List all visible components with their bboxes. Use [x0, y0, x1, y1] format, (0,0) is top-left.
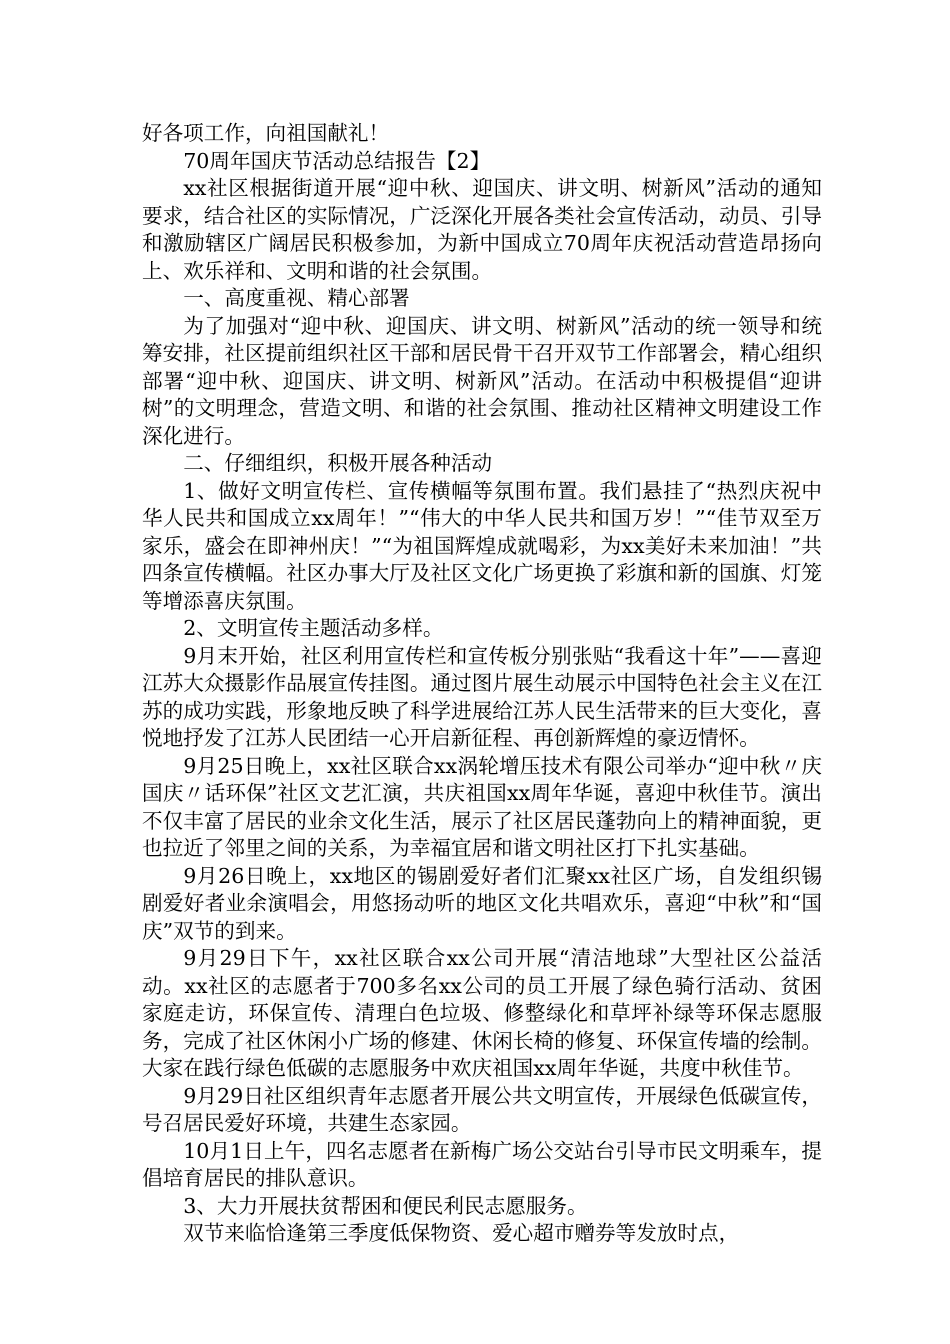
document-body — [142, 120, 822, 1248]
section-heading: 二、仔细组织，积极开展各种活动 — [183, 451, 493, 475]
paragraph: 10月1日上午，四名志愿者在新梅广场公交站台引导市民文明乘车，提倡培育居民的排队意识。 — [142, 1138, 822, 1190]
paragraph: 双节来临恰逢第三季度低保物资、爱心超市赠券等发放时点， — [183, 1221, 740, 1245]
sub-heading: 3、大力开展扶贫帮困和便民利民志愿服务。 — [183, 1193, 588, 1218]
paragraph: 9月29日下午，xx社区联合xx公司开展“清洁地球”大型社区公益活动。xx社区的志愿者于700多名xx公司的员工开展了绿色骑行活动、贫困家庭走访，环保宣传、清理白色垃圾、修整绿化和草坪补绿等环保志愿服务，完成了社区休闲小广场的修建、休闲长椅的修复、环保宣传墙的绘制。大家在践行绿色低碳的志愿服务中欢庆祖国xx周年华诞，共度中秋佳节。 — [142, 946, 822, 1080]
paragraph: 9月26日晚上，xx地区的锡剧爱好者们汇聚xx社区广场，自发组织锡剧爱好者业余演唱会，用悠扬动听的地区文化共唱欢乐，喜迎“中秋”和“国庆”双节的到来。 — [142, 863, 822, 943]
paragraph: 1、做好文明宣传栏、宣传横幅等氛围布置。我们悬挂了“热烈庆祝中华人民共和国成立xx周年！”“伟大的中华人民共和国万岁！”“佳节双至万家乐，盛会在即神州庆！”“为祖国辉煌成就喝彩，为xx美好未来加油！”共四条宣传横幅。社区办事大厅及社区文化广场更换了彩旗和新的国旗、灯笼等增添喜庆氛围。 — [142, 478, 822, 613]
section-heading: 一、高度重视、精心部署 — [183, 286, 410, 310]
paragraph: 为了加强对“迎中秋、迎国庆、讲文明、树新风”活动的统一领导和统筹安排，社区提前组织社区干部和居民骨干召开双节工作部署会，精心组织部署“迎中秋、迎国庆、讲文明、树新风”活动。在活动中积极提倡“迎讲树”的文明理念，营造文明、和谐的社会氛围、推动社区精神文明建设工作深化进行。 — [142, 313, 822, 448]
paragraph-continuation: 好各项工作，向祖国献礼！ — [142, 121, 390, 145]
paragraph: 9月25日晚上，xx社区联合xx涡轮增压技术有限公司举办“迎中秋〃庆国庆〃话环保”社区文艺汇演，共庆祖国xx周年华诞，喜迎中秋佳节。演出不仅丰富了居民的业余文化生活，展示了社区居民蓬勃向上的精神面貌，更也拉近了邻里之间的关系，为幸福宜居和谐文明社区打下扎实基础。 — [142, 753, 822, 860]
paragraph: 9月29日社区组织青年志愿者开展公共文明宣传，开展绿色低碳宣传，号召居民爱好环境，共建生态家园。 — [142, 1083, 822, 1135]
report-title: 70周年国庆节活动总结报告【2】 — [183, 148, 491, 173]
paragraph: xx社区根据街道开展“迎中秋、迎国庆、讲文明、树新风”活动的通知要求，结合社区的实际情况，广泛深化开展各类社会宣传活动，动员、引导和激励辖区广阔居民积极参加，为新中国成立70周年庆祝活动营造昂扬向上、欢乐祥和、文明和谐的社会氛围。 — [142, 176, 822, 283]
paragraph: 9月末开始，社区利用宣传栏和宣传板分别张贴“我看这十年”——喜迎江苏大众摄影作品展宣传挂图。通过图片展生动展示中国特色社会主义在江苏的成功实践，形象地反映了科学进展给江苏人民生活带来的巨大变化，喜悦地抒发了江苏人民团结一心开启新征程、再创新辉煌的豪迈情怀。 — [142, 643, 822, 750]
sub-heading: 2、文明宣传主题活动多样。 — [183, 616, 444, 640]
